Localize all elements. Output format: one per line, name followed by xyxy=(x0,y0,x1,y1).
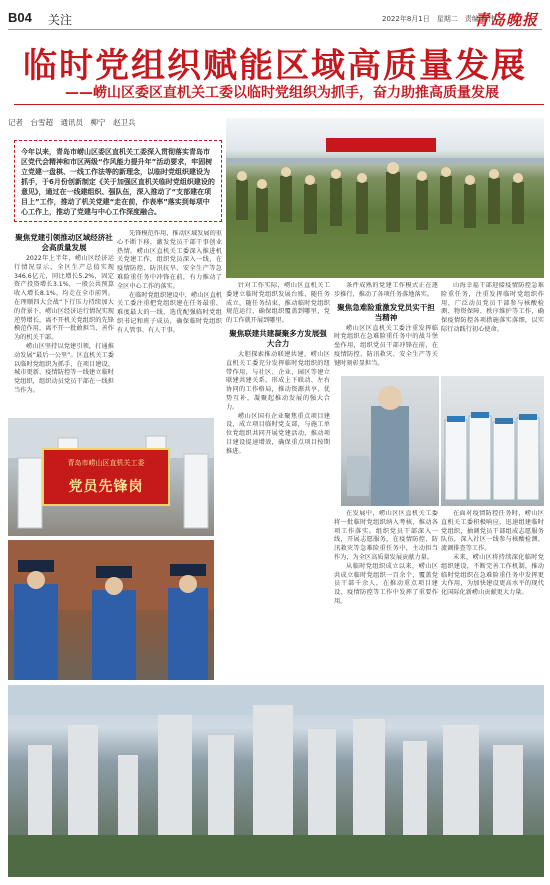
paragraph: 山海幸福干部迎接疫情防控急难险重任务，注重发挥临时党组织作用，广泛动员党员干部参与核酸检测、物资保障、秩序维护等工作，确保疫情防控各项措施落实落细，以实际行动践行初心使命。 xyxy=(441,282,544,333)
paragraph: 崂山区区直机关工委注重发挥临时党组织在急难险重任务中的战斗堡垒作用，组织党员干部冲锋在前，在疫情防控、防汛救灾、安全生产等关键时刻彰显担当。 xyxy=(334,324,438,367)
byline: 记者 台雪超 通讯员 柳宁 赵卫兵 xyxy=(8,118,136,127)
paragraph: 崂山区坚持以党建引领，打通推动发展“最后一公里”。区直机关工委以临时党组织为抓手，在项目建设、城市更新、疫情防控等一线建立临时党组织，组织动员党员干部在一线担当作为。 xyxy=(14,342,114,394)
banner-slogan: 党员先锋岗 xyxy=(68,479,144,495)
lead-paragraph xyxy=(14,140,222,222)
police-photo xyxy=(8,540,214,680)
paragraph: 未来，崂山区将持续深化临时党组织建设，不断完善工作机制，推动临时党组织在急难险重任务中发挥更大作用，为加快建设更高水平的现代化国际化新崂山贡献更大力量。 xyxy=(441,553,544,597)
article-column-7 xyxy=(441,510,544,682)
page-number: B04 xyxy=(8,10,32,25)
paragraph: 条件成熟的党建工作模式正在逐步推行，推动了各项任务落地落实。 xyxy=(334,282,438,298)
banner-org-name: 青岛市崂山区直机关工委 xyxy=(67,459,145,467)
paragraph: 先锋模范作用，推动区域发展的重心不断下移，激发党员干部干事创业热情。崂山区直机关工委深入推进机关党建工作，组织党员深入一线，在疫情防控、防汛抗旱、安全生产等急难险重任务中冲锋在前，有力推动了全区中心工作的落实。 xyxy=(117,230,222,290)
section-heading-1: 聚焦党建引领推动区域经济社会高质量发展 xyxy=(15,233,113,252)
paragraph: 崂山区国有企业聚焦重点项目建设，成立项目临时党支部，与施工单位党组织共同开展党建活动，推动项目建设提速增效，确保重点项目按期推进。 xyxy=(226,412,330,455)
paragraph: 大胆探索推动联建共建，崂山区直机关工委充分发挥临时党组织的纽带作用，与社区、企业、园区等建立联建共建关系，形成上下联动、左右协同的工作格局，推动资源共享、优势互补，凝聚起推动发展的强大合力。 xyxy=(226,350,330,411)
newspaper-logo: 青岛晚报 xyxy=(474,11,539,29)
article-column-6 xyxy=(334,510,438,682)
city-aerial-photo xyxy=(8,685,544,877)
section-heading-3: 聚焦急难险重激发党员实干担当精神 xyxy=(337,302,435,322)
article-column-3 xyxy=(226,282,330,682)
article-column-5 xyxy=(441,282,544,372)
worker-photo xyxy=(341,376,439,506)
section-heading-2: 聚焦联建共建凝聚多方发展强大合力 xyxy=(229,328,327,348)
paragraph: 在临时党组织建设中，崂山区直机关工委注重把党组织建在任务最重、难度最大的一线，选优配强临时党组织书记和班子成员，确保临时党组织有人管事、有人干事。 xyxy=(117,291,222,334)
newspaper-header xyxy=(8,8,542,30)
medical-staff-photo xyxy=(441,376,544,506)
issue-date: 2022年8月1日 星期二 责编 杨伟 xyxy=(382,15,495,23)
section-name: 关注 xyxy=(48,13,73,27)
article-column-2 xyxy=(117,230,222,415)
title-divider xyxy=(14,104,544,105)
article-column-4 xyxy=(334,282,438,372)
page-title: 临时党组织赋能区域高质量发展 xyxy=(23,46,527,86)
party-pioneer-banner xyxy=(42,448,170,506)
paragraph: 在发展中，崂山区区直机关工委将一批临时党组织纳入考核，推动各项工作落实。组织党员干部深入一线，开展志愿服务，在疫情防控、防汛救灾等急难险重任务中，主动担当作为，为全区高质量发展贡献力量。 xyxy=(334,510,438,561)
page-subtitle: ——崂山区委区直机关工委以临时党组织为抓手，奋力助推高质量发展 xyxy=(65,85,499,101)
paragraph: 2022年上半年，崂山区经济运行情况显示，全区生产总值实现346.6亿元，同比增长5.2%，固定资产投资增长3.1%，一般公共预算收入增长8.1%，均走在全市前列。在理顺四大会战“下行压力持续加大的背景下，崂山区经济运行情况实现逆势增长，离不开机关党组织的先锋模范作用，离不开一批敢担当、善作为的机关干部。 xyxy=(14,255,114,342)
lead-text: 今年以来，青岛市崂山区委区直机关工委深入贯彻落实青岛市区党代会精神和市区两级“作风能力提升年”活动要求，牢固树立党建一盘棋、一线工作法等的新理念，以临时党组织建设为抓手，于6月份创新制定《关于加强区直机关临时党组织建设的意见》，通过在一线建组织、强队伍，深入推动了“支部建在项目上”工作，推动了机关党建“走在前，作表率”落实到每项中心工作上，推动了党建与中心工作深度融合。 xyxy=(21,148,215,216)
paragraph: 针对工作实际，崂山区直机关工委建立临时党组织发展台账，随任务成立，随任务结束，推动临时党组织规范运行，确保组织覆盖到哪里，党的工作就开展到哪里。 xyxy=(226,282,330,325)
paragraph: 在面对疫情防控任务时，崂山区直机关工委积极响应，迅速组建临时党组织，抽调党员干部组成志愿服务队伍，深入社区一线参与核酸检测、流调排查等工作。 xyxy=(441,510,544,553)
training-photo xyxy=(226,118,544,278)
paragraph: 从临时党组织成立以来，崂山区共成立临时党组织一百余个，覆盖党员干部千余人，在推动重点项目建设、疫情防控等工作中发挥了重要作用。 xyxy=(334,562,438,605)
article-column-1 xyxy=(14,230,114,415)
